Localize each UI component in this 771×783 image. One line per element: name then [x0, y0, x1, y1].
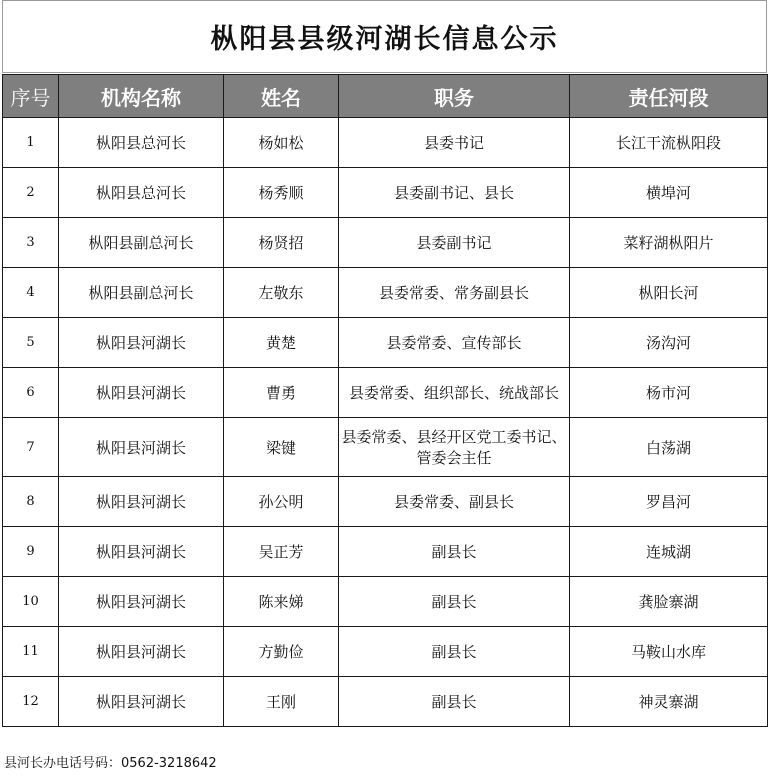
cell-section: 龚脸寨湖	[570, 577, 768, 627]
office-phone-note: 县河长办电话号码：0562-3218642	[4, 756, 217, 771]
table-row	[3, 527, 768, 577]
cell-org: 枞阳县总河长	[59, 168, 224, 218]
cell-section: 马鞍山水库	[570, 627, 768, 677]
cell-position: 县委常委、组织部长、统战部长	[339, 368, 570, 418]
cell-section: 横埠河	[570, 168, 768, 218]
table-header-row	[3, 75, 768, 118]
cell-org: 枞阳县河湖长	[59, 477, 224, 527]
header-name: 姓名	[224, 75, 339, 118]
cell-seq: 8	[3, 477, 59, 527]
cell-name: 王刚	[224, 677, 339, 727]
cell-name: 方勤俭	[224, 627, 339, 677]
table-row	[3, 168, 768, 218]
cell-position: 县委书记	[339, 118, 570, 168]
cell-seq: 3	[3, 218, 59, 268]
cell-position: 副县长	[339, 627, 570, 677]
cell-section: 汤沟河	[570, 318, 768, 368]
cell-org: 枞阳县河湖长	[59, 418, 224, 477]
cell-seq: 2	[3, 168, 59, 218]
header-section: 责任河段	[570, 75, 768, 118]
cell-seq: 1	[3, 118, 59, 168]
cell-org: 枞阳县副总河长	[59, 218, 224, 268]
header-org: 机构名称	[59, 75, 224, 118]
header-seq: 序号	[3, 75, 59, 118]
table-row	[3, 118, 768, 168]
cell-seq: 12	[3, 677, 59, 727]
table-row	[3, 318, 768, 368]
cell-org: 枞阳县副总河长	[59, 268, 224, 318]
cell-name: 曹勇	[224, 368, 339, 418]
cell-seq: 9	[3, 527, 59, 577]
page-title: 枞阳县县级河湖长信息公示	[2, 0, 767, 73]
cell-position: 副县长	[339, 577, 570, 627]
cell-position: 县委常委、副县长	[339, 477, 570, 527]
cell-position: 副县长	[339, 677, 570, 727]
header-position: 职务	[339, 75, 570, 118]
river-chief-table	[2, 74, 768, 727]
cell-section: 菜籽湖枞阳片	[570, 218, 768, 268]
table-row	[3, 627, 768, 677]
cell-section: 杨市河	[570, 368, 768, 418]
cell-seq: 10	[3, 577, 59, 627]
cell-seq: 11	[3, 627, 59, 677]
table-row	[3, 577, 768, 627]
cell-seq: 5	[3, 318, 59, 368]
cell-org: 枞阳县河湖长	[59, 627, 224, 677]
cell-org: 枞阳县总河长	[59, 118, 224, 168]
cell-position: 县委副书记、县长	[339, 168, 570, 218]
cell-section: 白荡湖	[570, 418, 768, 477]
table-row	[3, 268, 768, 318]
table-row	[3, 418, 768, 477]
cell-section: 枞阳长河	[570, 268, 768, 318]
cell-org: 枞阳县河湖长	[59, 527, 224, 577]
cell-org: 枞阳县河湖长	[59, 577, 224, 627]
cell-position: 县委常委、县经开区党工委书记、管委会主任	[339, 418, 570, 477]
cell-seq: 6	[3, 368, 59, 418]
cell-position: 副县长	[339, 527, 570, 577]
cell-position: 县委常委、常务副县长	[339, 268, 570, 318]
table-row	[3, 477, 768, 527]
table-row	[3, 368, 768, 418]
cell-seq: 4	[3, 268, 59, 318]
cell-name: 杨贤招	[224, 218, 339, 268]
cell-name: 杨秀顺	[224, 168, 339, 218]
cell-name: 梁键	[224, 418, 339, 477]
cell-section: 连城湖	[570, 527, 768, 577]
cell-position: 县委常委、宣传部长	[339, 318, 570, 368]
cell-name: 杨如松	[224, 118, 339, 168]
cell-name: 吴正芳	[224, 527, 339, 577]
cell-org: 枞阳县河湖长	[59, 318, 224, 368]
cell-name: 黄楚	[224, 318, 339, 368]
cell-org: 枞阳县河湖长	[59, 677, 224, 727]
cell-section: 神灵寨湖	[570, 677, 768, 727]
cell-org: 枞阳县河湖长	[59, 368, 224, 418]
cell-name: 左敬东	[224, 268, 339, 318]
cell-seq: 7	[3, 418, 59, 477]
cell-name: 陈来娣	[224, 577, 339, 627]
table-row	[3, 218, 768, 268]
cell-section: 长江干流枞阳段	[570, 118, 768, 168]
cell-name: 孙公明	[224, 477, 339, 527]
cell-section: 罗昌河	[570, 477, 768, 527]
cell-position: 县委副书记	[339, 218, 570, 268]
table-row	[3, 677, 768, 727]
